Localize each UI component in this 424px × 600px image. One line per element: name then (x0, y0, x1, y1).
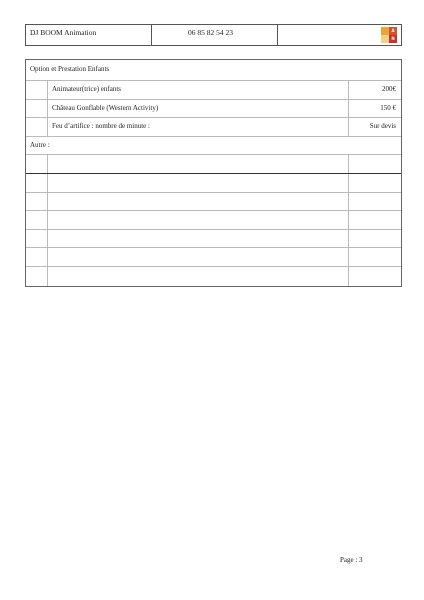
blank-desc-cell (48, 267, 349, 286)
blank-row (26, 230, 401, 249)
item-price: 150 € (380, 103, 396, 112)
logo-cell (278, 25, 401, 45)
logo-square-2: A (389, 27, 397, 35)
blank-row (26, 174, 401, 193)
row-indent-cell (26, 211, 48, 229)
row-indent-cell (26, 155, 48, 173)
row-indent-cell (26, 118, 48, 136)
row-indent-cell (26, 267, 48, 286)
row-indent-cell (26, 248, 48, 266)
item-label: Feu d’artifice : nombre de minute : (48, 118, 349, 136)
table-row (26, 81, 401, 100)
blank-row (26, 211, 401, 230)
item-label: Animateur(trice) enfants (48, 81, 349, 99)
blank-desc-cell (48, 230, 349, 248)
row-indent-cell (26, 100, 48, 118)
other-row (26, 137, 401, 156)
blank-price-cell (349, 211, 401, 229)
blank-price-cell (349, 248, 401, 266)
item-label: Château Gonflable (Western Activity) (48, 100, 349, 118)
blank-price-cell (349, 267, 401, 286)
row-indent-cell (26, 174, 48, 192)
table-row (26, 100, 401, 119)
blank-price-cell (349, 155, 401, 173)
row-indent-cell (26, 230, 48, 248)
logo-square-1 (381, 27, 389, 35)
row-indent-cell (26, 193, 48, 211)
table-row (26, 118, 401, 137)
header-table (25, 24, 402, 46)
item-price: Sur devis (369, 122, 396, 131)
blank-row (26, 248, 401, 267)
section-title-row (26, 60, 401, 81)
row-indent-cell (26, 81, 48, 99)
page-number: Page : 3 (340, 556, 363, 564)
blank-price-cell (349, 230, 401, 248)
blank-price-cell (349, 174, 401, 192)
blank-price-cell (349, 193, 401, 211)
section-title: Option et Prestation Enfants (30, 65, 110, 73)
item-price: 200€ (382, 85, 396, 93)
other-label: Autre : (30, 140, 50, 149)
phone-number: 06 85 82 54 23 (152, 25, 278, 45)
company-name: DJ BOOM Animation (26, 25, 152, 45)
blank-row (26, 193, 401, 212)
blank-desc-cell (48, 193, 349, 211)
blank-desc-cell (48, 211, 349, 229)
company-logo-icon (381, 27, 397, 43)
logo-square-3 (381, 35, 389, 43)
blank-desc-cell (48, 174, 349, 192)
blank-row (26, 267, 401, 286)
logo-square-4: N (389, 35, 397, 43)
blank-desc-cell (48, 248, 349, 266)
blank-desc-cell (48, 155, 349, 173)
options-table (25, 59, 402, 287)
blank-row (26, 155, 401, 174)
